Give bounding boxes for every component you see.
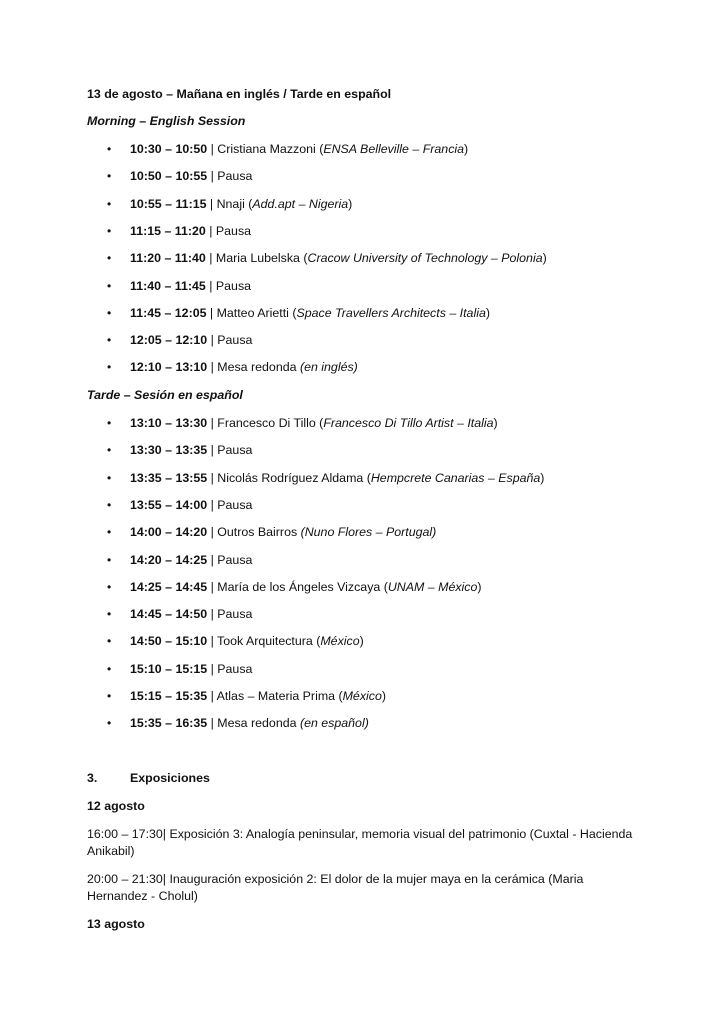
- schedule-item: [0, 167, 725, 185]
- schedule-item-text: [130, 222, 251, 240]
- afternoon-session-heading: Tarde – Sesión en español: [87, 388, 243, 402]
- schedule-item: [0, 140, 725, 158]
- schedule-item-text: [130, 414, 498, 432]
- schedule-item-text: [130, 304, 490, 322]
- schedule-speaker: | Pausa: [207, 333, 253, 348]
- schedule-item-text: [130, 441, 252, 459]
- schedule-item-text: [130, 714, 369, 732]
- section-title: Exposiciones: [130, 771, 210, 785]
- schedule-speaker: | Nicolás Rodríguez Aldama (: [207, 470, 371, 485]
- schedule-affiliation: México: [342, 689, 382, 703]
- schedule-item: [0, 469, 725, 487]
- schedule-speaker: | María de los Ángeles Vizcaya (: [207, 579, 388, 594]
- schedule-affiliation: Add.apt – Nigeria: [252, 196, 349, 211]
- bullet-icon: •: [107, 196, 112, 211]
- bullet-icon: •: [107, 689, 112, 703]
- schedule-time: 14:50 – 15:10: [130, 634, 208, 649]
- schedule-time: 14:20 – 14:25: [130, 552, 208, 567]
- schedule-item: [0, 578, 725, 596]
- schedule-item: [0, 441, 725, 459]
- schedule-speaker: | Pausa: [205, 278, 252, 293]
- schedule-affiliation: (en inglés): [299, 360, 358, 375]
- bullet-icon: •: [107, 497, 112, 512]
- schedule-affiliation: UNAM – México: [387, 579, 478, 594]
- schedule-speaker: | Pausa: [207, 443, 253, 458]
- schedule-item: [0, 358, 725, 376]
- schedule-item: [0, 222, 725, 240]
- schedule-time: 15:15 – 15:35: [130, 689, 208, 703]
- schedule-item: [0, 304, 725, 322]
- bullet-icon: •: [107, 333, 112, 348]
- schedule-time: 10:55 – 11:15: [130, 196, 207, 211]
- schedule-speaker: | Pausa: [205, 223, 252, 238]
- schedule-time: 14:45 – 14:50: [130, 607, 208, 622]
- schedule-item-text: [130, 632, 364, 650]
- schedule-suffix: ): [493, 416, 498, 430]
- bullet-icon: •: [107, 470, 112, 485]
- schedule-affiliation: (Nuno Flores – Portugal): [300, 525, 437, 540]
- schedule-time: 10:50 – 10:55: [130, 169, 208, 184]
- schedule-speaker: | Atlas – Materia Prima (: [207, 689, 343, 703]
- schedule-time: 13:55 – 14:00: [130, 497, 208, 512]
- schedule-item-text: [130, 605, 252, 623]
- bullet-icon: •: [107, 661, 112, 676]
- day-heading: 13 de agosto – Mañana en inglés / Tarde en español: [87, 87, 392, 101]
- schedule-time: 13:10 – 13:30: [130, 416, 208, 430]
- bullet-icon: •: [107, 579, 112, 594]
- schedule-time: 11:40 – 11:45: [130, 278, 206, 293]
- schedule-affiliation: Francesco Di Tillo Artist – Italia: [323, 416, 494, 430]
- schedule-item-text: [130, 496, 252, 514]
- bullet-icon: •: [107, 416, 112, 430]
- schedule-speaker: | Took Arquitectura (: [207, 634, 321, 649]
- schedule-suffix: ): [359, 634, 364, 649]
- schedule-item: [0, 277, 725, 295]
- schedule-speaker: | Maria Lubelska (: [205, 251, 308, 266]
- schedule-suffix: ): [542, 251, 547, 266]
- schedule-suffix: ): [540, 470, 545, 485]
- schedule-speaker: | Cristiana Mazzoni (: [207, 142, 324, 156]
- date-heading-12-agosto: 12 agosto: [87, 799, 145, 813]
- schedule-item: [0, 195, 725, 213]
- schedule-affiliation: Space Travellers Architects – Italia: [296, 305, 486, 320]
- schedule-item-text: [130, 578, 482, 596]
- schedule-item-text: [130, 249, 547, 267]
- schedule-item: [0, 632, 725, 650]
- schedule-speaker: | Mesa redonda: [207, 360, 300, 375]
- schedule-item: [0, 331, 725, 349]
- schedule-item: [0, 523, 725, 541]
- schedule-item-text: [130, 195, 352, 213]
- schedule-item-text: [130, 469, 544, 487]
- schedule-time: 11:15 – 11:20: [130, 223, 206, 238]
- schedule-time: 13:30 – 13:35: [130, 443, 208, 458]
- bullet-icon: •: [107, 278, 112, 293]
- schedule-item: [0, 414, 725, 432]
- schedule-speaker: | Pausa: [207, 552, 253, 567]
- schedule-item: [0, 714, 725, 732]
- schedule-time: 14:00 – 14:20: [130, 525, 208, 540]
- schedule-speaker: | Pausa: [207, 497, 253, 512]
- schedule-suffix: ): [477, 579, 482, 594]
- schedule-item: [0, 660, 725, 678]
- schedule-speaker: | Outros Bairros: [207, 525, 301, 540]
- schedule-item: [0, 249, 725, 267]
- bullet-icon: •: [107, 552, 112, 567]
- schedule-item-text: [130, 687, 386, 705]
- schedule-item-text: [130, 660, 252, 678]
- schedule-time: 12:10 – 13:10: [130, 360, 208, 375]
- schedule-speaker: | Nnaji (: [206, 196, 253, 211]
- schedule-speaker: | Pausa: [207, 607, 253, 622]
- bullet-icon: •: [107, 169, 112, 184]
- schedule-time: 14:25 – 14:45: [130, 579, 208, 594]
- schedule-speaker: | Pausa: [207, 169, 253, 184]
- schedule-time: 15:10 – 15:15: [130, 661, 208, 676]
- schedule-speaker: | Matteo Arietti (: [206, 305, 297, 320]
- schedule-item-text: [130, 551, 252, 569]
- date-heading-13-agosto: 13 agosto: [87, 917, 145, 931]
- bullet-icon: •: [107, 716, 112, 731]
- schedule-suffix: ): [381, 689, 386, 703]
- schedule-item-text: [130, 331, 252, 349]
- schedule-item-text: [130, 140, 468, 158]
- bullet-icon: •: [107, 223, 112, 238]
- exhibition-entry: 16:00 – 17:30| Exposición 3: Analogía peninsular, memoria visual del patrimonio (Cuxtal - Hacienda Anikabil): [87, 827, 633, 858]
- bullet-icon: •: [107, 525, 112, 540]
- bullet-icon: •: [107, 634, 112, 649]
- schedule-time: 12:05 – 12:10: [130, 333, 208, 348]
- schedule-speaker: | Francesco Di Tillo (: [207, 416, 324, 430]
- schedule-affiliation: ENSA Belleville – Francia: [323, 142, 465, 156]
- schedule-affiliation: México: [320, 634, 360, 649]
- schedule-affiliation: Cracow University of Technology – Polonia: [307, 251, 543, 266]
- schedule-suffix: ): [485, 305, 490, 320]
- schedule-affiliation: (en español): [299, 716, 369, 731]
- schedule-speaker: | Pausa: [207, 661, 253, 676]
- bullet-icon: •: [107, 360, 112, 375]
- section-number: 3.: [87, 771, 98, 785]
- bullet-icon: •: [107, 305, 112, 320]
- schedule-time: 11:45 – 12:05: [130, 305, 207, 320]
- schedule-item: [0, 687, 725, 705]
- bullet-icon: •: [107, 142, 112, 156]
- schedule-time: 11:20 – 11:40: [130, 251, 206, 266]
- schedule-item-text: [130, 358, 358, 376]
- schedule-suffix: ): [348, 196, 353, 211]
- exhibition-entry: 20:00 – 21:30| Inauguración exposición 2: El dolor de la mujer maya en la cerámica (Maria Hernandez - Cholul): [87, 872, 584, 903]
- schedule-speaker: | Mesa redonda: [207, 716, 300, 731]
- schedule-item: [0, 605, 725, 623]
- morning-session-heading: Morning – English Session: [87, 114, 246, 128]
- schedule-time: 15:35 – 16:35: [130, 716, 208, 731]
- schedule-item-text: [130, 277, 251, 295]
- schedule-time: 10:30 – 10:50: [130, 142, 208, 156]
- bullet-icon: •: [107, 607, 112, 622]
- schedule-item-text: [130, 523, 436, 541]
- schedule-item: [0, 496, 725, 514]
- schedule-item: [0, 551, 725, 569]
- schedule-item-text: [130, 167, 252, 185]
- schedule-affiliation: Hempcrete Canarias – España: [370, 470, 541, 485]
- bullet-icon: •: [107, 443, 112, 458]
- schedule-suffix: ): [464, 142, 469, 156]
- schedule-time: 13:35 – 13:55: [130, 470, 208, 485]
- bullet-icon: •: [107, 251, 112, 266]
